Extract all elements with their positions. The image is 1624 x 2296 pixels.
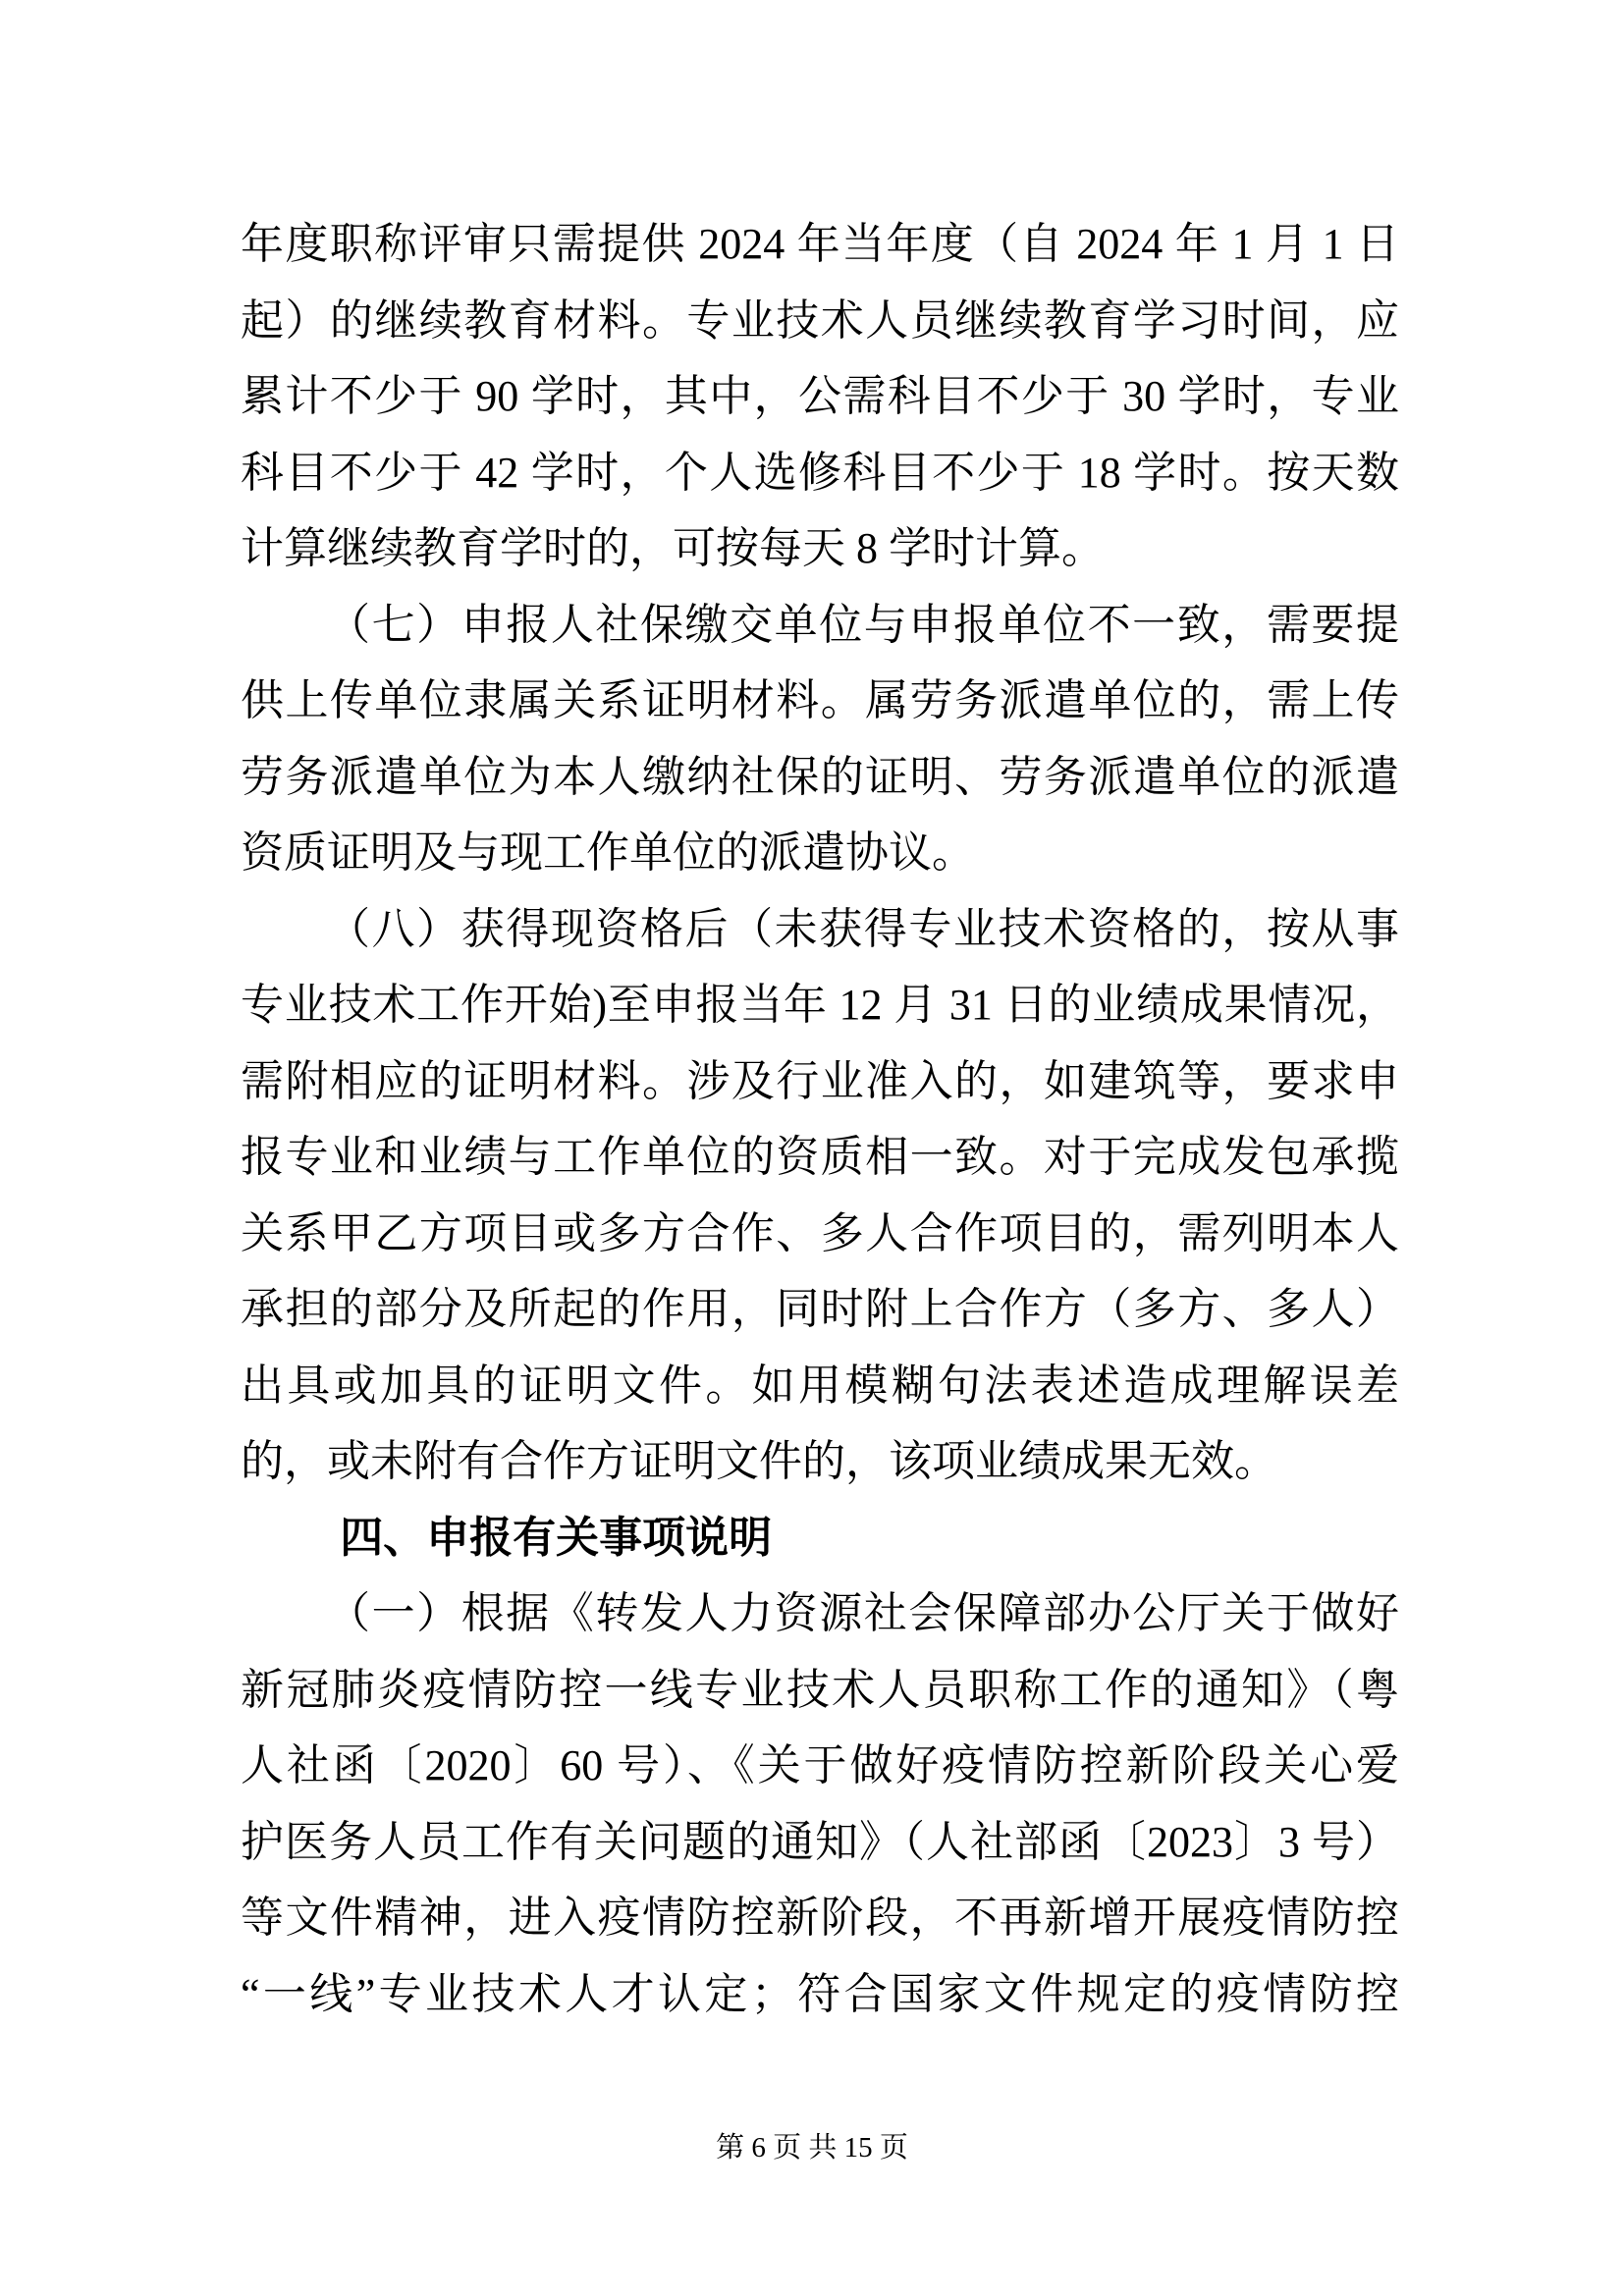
text-line: （八）获得现资格后（未获得专业技术资格的，按从事 xyxy=(327,904,1399,953)
text-line: 需附相应的证明材料。涉及行业准入的，如建筑等，要求申 xyxy=(241,1056,1399,1105)
text-line: 等文件精神，进入疫情防控新阶段，不再新增开展疫情防控 xyxy=(241,1894,1399,1942)
text-line: 报专业和业绩与工作单位的资质相一致。对于完成发包承揽 xyxy=(241,1133,1399,1181)
text-line: 起）的继续教育材料。专业技术人员继续教育学习时间，应 xyxy=(241,295,1399,345)
text-line: 累计不少于 90 学时，其中，公需科目不少于 30 学时，专业 xyxy=(241,372,1399,420)
section-heading: 四、申报有关事项说明 xyxy=(340,1512,773,1563)
text-line: 出具或加具的证明文件。如用模糊句法表述造成理解误差 xyxy=(241,1361,1399,1410)
text-line: 的，或未附有合作方证明文件的，该项业绩成果无效。 xyxy=(241,1437,1277,1485)
text-line: 人社函〔2020〕60 号）、《关于做好疫情防控新阶段关心爱 xyxy=(241,1741,1399,1789)
text-line: 专业技术工作开始)至申报当年 12 月 31 日的业绩成果情况， xyxy=(241,981,1399,1029)
text-line: （一）根据《转发人力资源社会保障部办公厅关于做好 xyxy=(327,1589,1399,1637)
text-line: 关系甲乙方项目或多方合作、多人合作项目的，需列明本人 xyxy=(241,1208,1399,1257)
body-text xyxy=(241,206,1399,2032)
text-line: 护医务人员工作有关问题的通知》（人社部函〔2023〕3 号） xyxy=(241,1817,1399,1866)
text-line: 供上传单位隶属关系证明材料。属劳务派遣单位的，需上传 xyxy=(241,676,1399,724)
text-line: 新冠肺炎疫情防控一线专业技术人员职称工作的通知》（粤 xyxy=(241,1665,1399,1714)
text-line: 资质证明及与现工作单位的派遣协议。 xyxy=(241,828,975,877)
text-line: 计算继续教育学时的，可按每天 8 学时计算。 xyxy=(241,524,1105,572)
text-line: 劳务派遣单位为本人缴纳社保的证明、劳务派遣单位的派遣 xyxy=(241,752,1399,801)
text-line: 科目不少于 42 学时，个人选修科目不少于 18 学时。按天数 xyxy=(241,448,1399,497)
text-line: “一线”专业技术人才认定；符合国家文件规定的疫情防控 xyxy=(241,1969,1399,2018)
text-line: （七）申报人社保缴交单位与申报单位不一致，需要提 xyxy=(327,600,1399,649)
text-line: 年度职称评审只需提供 2024 年当年度（自 2024 年 1 月 1 日 xyxy=(241,220,1399,268)
page-footer: 第 6 页 共 15 页 xyxy=(716,2132,908,2163)
text-line: 承担的部分及所起的作用，同时附上合作方（多方、多人） xyxy=(241,1285,1399,1333)
